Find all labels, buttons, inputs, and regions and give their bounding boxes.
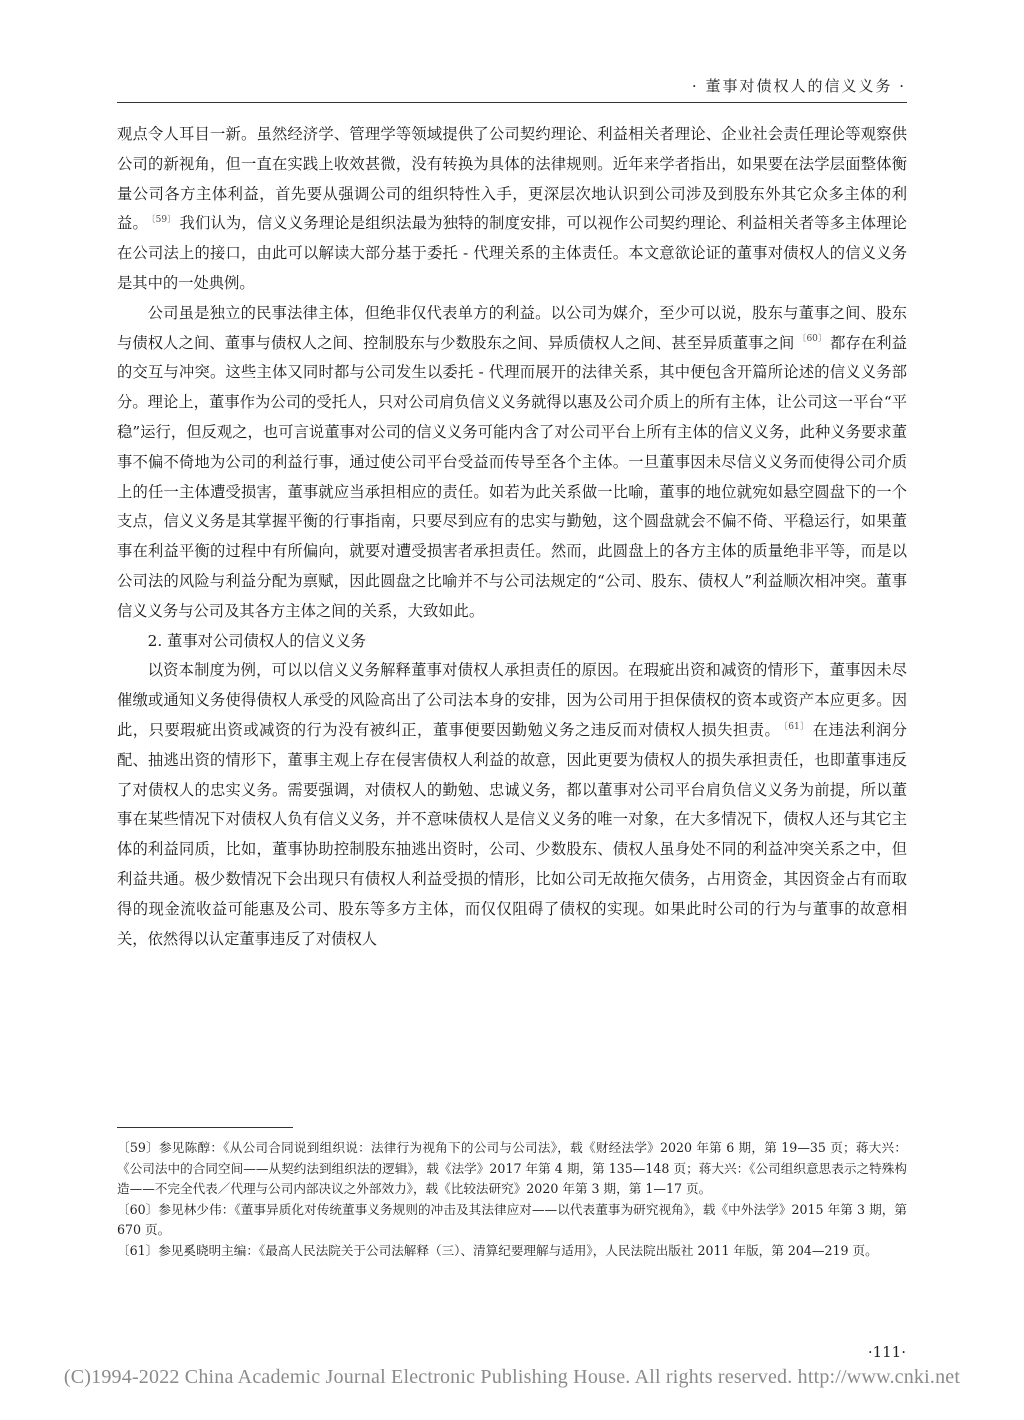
paragraph-2-text-b: 都存在利益的交互与冲突。这些主体又同时都与公司发生以委托 - 代理而展开的法律关系，其中便包含开篇所论述的信义义务部分。理论上，董事作为公司的受托人，只对公司肩负信义义务就得以惠及公司介质上的所有主体，让公司这一平台“平稳”运行，但反观之，也可言说董事对公司的信义义务可能内含了对公司平台上所有主体的信义义务，此种义务要求董事不偏不倚地为公司的利益行事，通过使公司平台受益而传导至各个主体。一旦董事因未尽信义义务而使得公司介质上的任一主体遭受损害，董事就应当承担相应的责任。如若为此关系做一比喻，董事的地位就宛如悬空圆盘下的一个支点，信义义务是其掌握平衡的行事指南，只要尽到应有的忠实与勤勉，这个圆盘就会不偏不倚、平稳运行，如果董事在利益平衡的过程中有所偏向，就要对遭受损害者承担责任。然而，此圆盘上的各方主体的质量绝非平等，而是以公司法的风险与利益分配为禀赋，因此圆盘之比喻并不与公司法规定的“公司、股东、债权人”利益顺次相冲突。董事信义义务与公司及其各方主体之间的关系，大致如此。 (117, 333, 907, 620)
paragraph-2-text-a: 公司虽是独立的民事法律主体，但绝非仅代表单方的利益。以公司为媒介，至少可以说，股东与董事之间、股东与债权人之间、董事与债权人之间、控制股东与少数股东之间、异质债权人之间、甚至异质董事之间 (117, 303, 907, 352)
page-number: ·111· (867, 1343, 906, 1361)
paragraph-3 (117, 656, 907, 954)
paragraph-1-text-b: 我们认为，信义义务理论是组织法最为独特的制度安排，可以视作公司契约理论、利益相关者等多主体理论在公司法上的接口，由此可以解读大部分基于委托 - 代理关系的主体责任。本文意欲论证的董事对债权人的信义义务是其中的一处典例。 (117, 214, 907, 292)
footnote-ref-61[interactable]: 〔61〕 (783, 721, 810, 732)
footnote-rule (117, 1127, 293, 1128)
paragraph-3-text-b: 在违法利润分配、抽逃出资的情形下，董事主观上存在侵害债权人利益的故意，因此更要为债权人的损失承担责任，也即董事违反了对债权人的忠实义务。需要强调，对债权人的勤勉、忠诚义务，都以董事对公司平台肩负信义义务为前提，所以董事在某些情况下对债权人负有信义义务，并不意味债权人是信义义务的唯一对象，在大多情况下，债权人还与其它主体的利益同质，比如，董事协助控制股东抽逃出资时，公司、少数股东、债权人虽身处不同的利益冲突关系之中，但利益共通。极少数情况下会出现只有债权人利益受损的情形，比如公司无故拖欠债务，占用资金，其因资金占有而取得的现金流收益可能惠及公司、股东等多方主体，而仅仅阻碍了债权的实现。如果此时公司的行为与董事的故意相关，依然得以认定董事违反了对债权人 (117, 720, 907, 948)
footnote-60: 〔60〕参见林少伟：《董事异质化对传统董事义务规则的冲击及其法律应对——以代表董事为研究视角》，载《中外法学》2015 年第 3 期，第 670 页。 (117, 1201, 907, 1237)
running-title: · 董事对债权人的信义义务 · (691, 77, 906, 95)
footnote-ref-59[interactable]: 〔59〕 (150, 215, 177, 226)
paragraph-1-text-a: 观点令人耳目一新。虽然经济学、管理学等领域提供了公司契约理论、利益相关者理论、企业社会责任理论等观察供公司的新视角，但一直在实践上收效甚微，没有转换为具体的法律规则。近年来学者指出，如果要在法学层面整体衡量公司各方主体利益，首先要从强调公司的组织特性入手，更深层次地认识到公司涉及到股东外其它众多主体的利益。 (117, 125, 907, 233)
footnotes (117, 1138, 907, 1261)
footnote-59: 〔59〕参见陈醇：《从公司合同说到组织说：法律行为视角下的公司与公司法》，载《财经法学》2020 年第 6 期，第 19—35 页；蒋大兴：《公司法中的合同空间——从契约法到组织法的逻辑》，载《法学》2017 年第 4 期，第 135—148 页；蒋大兴：《公司组织意思表示之特殊构造——不完全代表／代理与公司内部决议之外部效力》，载《比较法研究》2020 年第 3 期，第 1—17 页。 (117, 1140, 907, 1196)
footnote-61: 〔61〕参见奚晓明主编：《最高人民法院关于公司法解释（三）、清算纪要理解与适用》，人民法院出版社 2011 年版，第 204—219 页。 (117, 1242, 878, 1258)
paragraph-3-text-a: 以资本制度为例，可以以信义义务解释董事对债权人承担责任的原因。在瑕疵出资和减资的情形下，董事因未尽催缴或通知义务使得债权人承受的风险高出了公司法本身的安排，因为公司用于担保债权的资本或资产本应更多。因此，只要瑕疵出资或减资的行为没有被纠正，董事便要因勤勉义务之违反而对债权人损失担责。 (117, 661, 907, 739)
paragraph-2 (117, 299, 907, 627)
footnote-ref-60[interactable]: 〔60〕 (797, 334, 828, 345)
article-body (117, 120, 907, 954)
paragraph-1 (117, 120, 907, 299)
header-rule (117, 102, 907, 103)
copyright-watermark: (C)1994-2022 China Academic Journal Electronic Publishing House. All rights reserved. http://www.cnki.net (63, 1366, 961, 1388)
section-subheading: 2. 董事对公司债权人的信义义务 (147, 631, 366, 650)
